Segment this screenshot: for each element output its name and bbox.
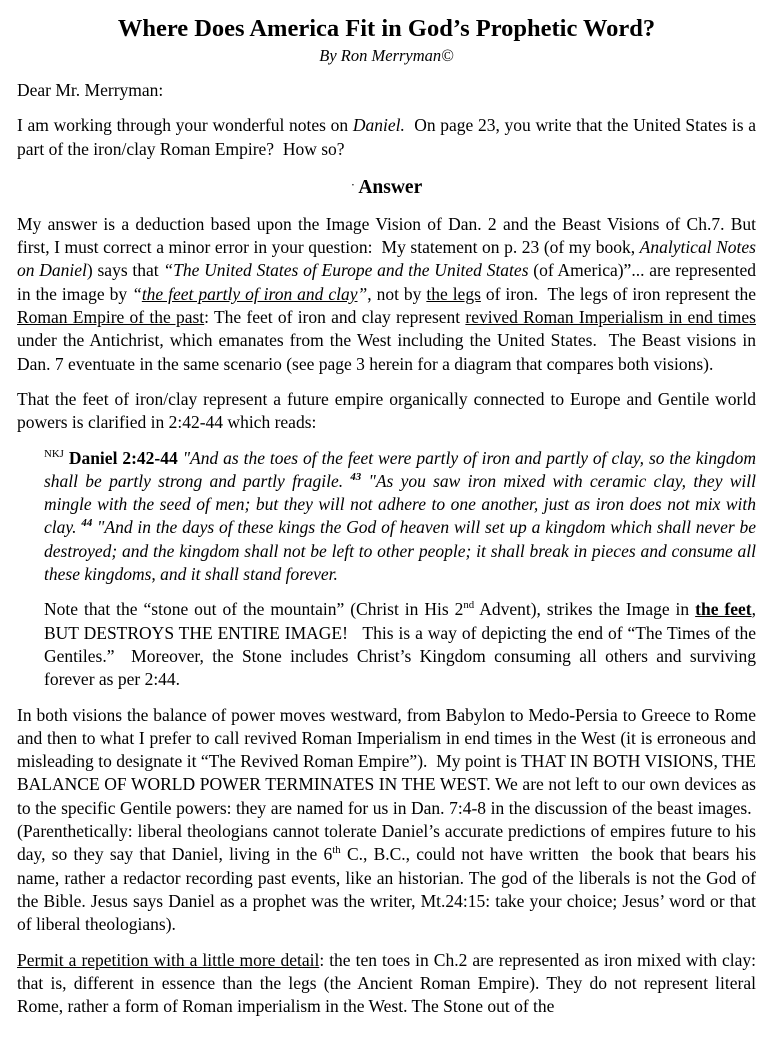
text-run: Roman Empire of the past (17, 307, 205, 328)
visions-paragraph (17, 704, 756, 937)
salutation (17, 79, 756, 102)
note-paragraph (44, 598, 756, 691)
text-run: My answer is a deduction based upon the Image Vision of Dan. 2 and the Beast Visions of Ch.7. But first, I must correct a minor error in your question: My statement on p. 23 (of my book, (17, 213, 756, 258)
text-run: "And in the days of these kings the God of heaven will set up a kingdom which shall never be destroyed; and the kingdom shall not be left to other people; it shall break in pieces and consume all these kingdoms, and it shall stand forever. (44, 517, 756, 585)
text-run: : the ten toes in Ch.2 are represented as iron mixed with clay: that is, different in essence than the legs (the Ancient Roman Empire). They do not represent literal Rome, rather a form of Roman imperialism in the West. The Stone out of the (17, 949, 757, 1017)
text-run: Answer (358, 176, 423, 198)
text-run: revived Roman Imperialism in end times (465, 307, 756, 328)
text-run: On page 23, you write that the United States is a part of the iron/clay Roman Empire? How so? (17, 115, 756, 159)
text-run: ” (357, 283, 368, 304)
text-run: of iron. The legs of iron represent the (480, 283, 756, 304)
text-run: I am working through your wonderful notes on (17, 115, 353, 136)
repetition-paragraph (17, 949, 756, 1019)
text-run: Daniel 2:42-44 (68, 447, 183, 468)
document-title (17, 14, 756, 44)
document-byline (17, 45, 756, 66)
document-content (17, 14, 756, 1018)
scripture-quote (44, 447, 756, 587)
text-run: Analytical Notes on Daniel (17, 237, 756, 281)
text-run: Advent), strikes the Image in (474, 599, 696, 620)
text-run: “ (132, 283, 142, 304)
text-run: Permit a repetition with a little more detail (17, 949, 320, 970)
text-run: , BUT DESTROYS THE ENTIRE IMAGE! This is a way of depicting the end of “The Times of the Gentiles.” Moreover, the Stone includes Christ’s Kingdom consuming all others and surviving forever as per 2:44. (44, 599, 756, 690)
text-run: ) says that (86, 260, 164, 281)
text-run: nd (463, 599, 475, 612)
text-run: "And as the toes of the feet were partly of iron and partly of clay, so the kingdom shall be partly strong and partly fragile. (44, 447, 756, 491)
text-run: 43 (350, 471, 362, 484)
text-run: · (350, 176, 359, 192)
text-run: By Ron Merryman© (319, 46, 454, 65)
text-run: the feet partly of iron and clay (141, 283, 358, 304)
question-paragraph (17, 114, 756, 161)
text-run: 44 (81, 517, 93, 530)
text-run: th (332, 844, 341, 857)
text-run: under the Antichrist, which emanates from the West including the United States. The Beast visions in Dan. 7 eventuate in the same scenario (see page 3 herein for a diagram that compares both visions). (17, 330, 756, 374)
text-run: C., B.C., could not have written the book that bears his name, rather a redactor recording past events, like an historian. The god of the liberals is not the God of the Bible. Jesus says Daniel as a prophet was the writer, Mt.24:15: take your choice; Jesus’ word or that of liberal theologians). (17, 844, 757, 935)
answer-paragraph-2 (17, 388, 756, 435)
text-run: (of America)”... are represented in the image by (17, 260, 756, 304)
text-run: Where Does America Fit in God’s Prophetic Word? (117, 15, 656, 42)
text-run: Daniel. (352, 115, 405, 136)
text-run: the feet (695, 599, 752, 620)
text-run: : The feet of iron and clay represent (204, 307, 466, 328)
text-run: , not by (367, 283, 427, 304)
text-run: "As you saw iron mixed with ceramic clay, they will mingle with the seed of men; but they will not adhere to one another, just as iron does not mix with clay. (44, 470, 756, 538)
text-run: Note that the “stone out of the mountain” (Christ in His 2 (44, 599, 464, 620)
text-run: That the feet of iron/clay represent a future empire organically connected to Europe and Gentile world powers is clarified in 2:42-44 which reads: (17, 388, 756, 433)
answer-heading (17, 173, 756, 200)
text-run: “The United States of Europe and the United States (163, 260, 529, 281)
text-run: the legs (426, 283, 481, 304)
answer-paragraph-1 (17, 213, 756, 376)
text-run: In both visions the balance of power moves westward, from Babylon to Medo-Persia to Greece to Rome and then to what I prefer to call revived Roman Imperialism in end times in the West (it is erroneous and misleading to designate it “The Revived Roman Empire”). My point is THAT IN BOTH VISIONS, THE BALANCE OF WORLD POWER TERMINATES IN THE WEST. We are not left to our own devices as to the specific Gentile powers: they are named for us in Dan. 7:4-8 in the discussion of the beast images. (Parenthetically: liberal theologians cannot tolerate Daniel’s accurate predictions of empires future to his day, so they say that Daniel, living in the 6 (17, 704, 756, 865)
text-run: Dear Mr. Merryman: (17, 80, 164, 100)
text-run: NKJ (44, 447, 64, 460)
